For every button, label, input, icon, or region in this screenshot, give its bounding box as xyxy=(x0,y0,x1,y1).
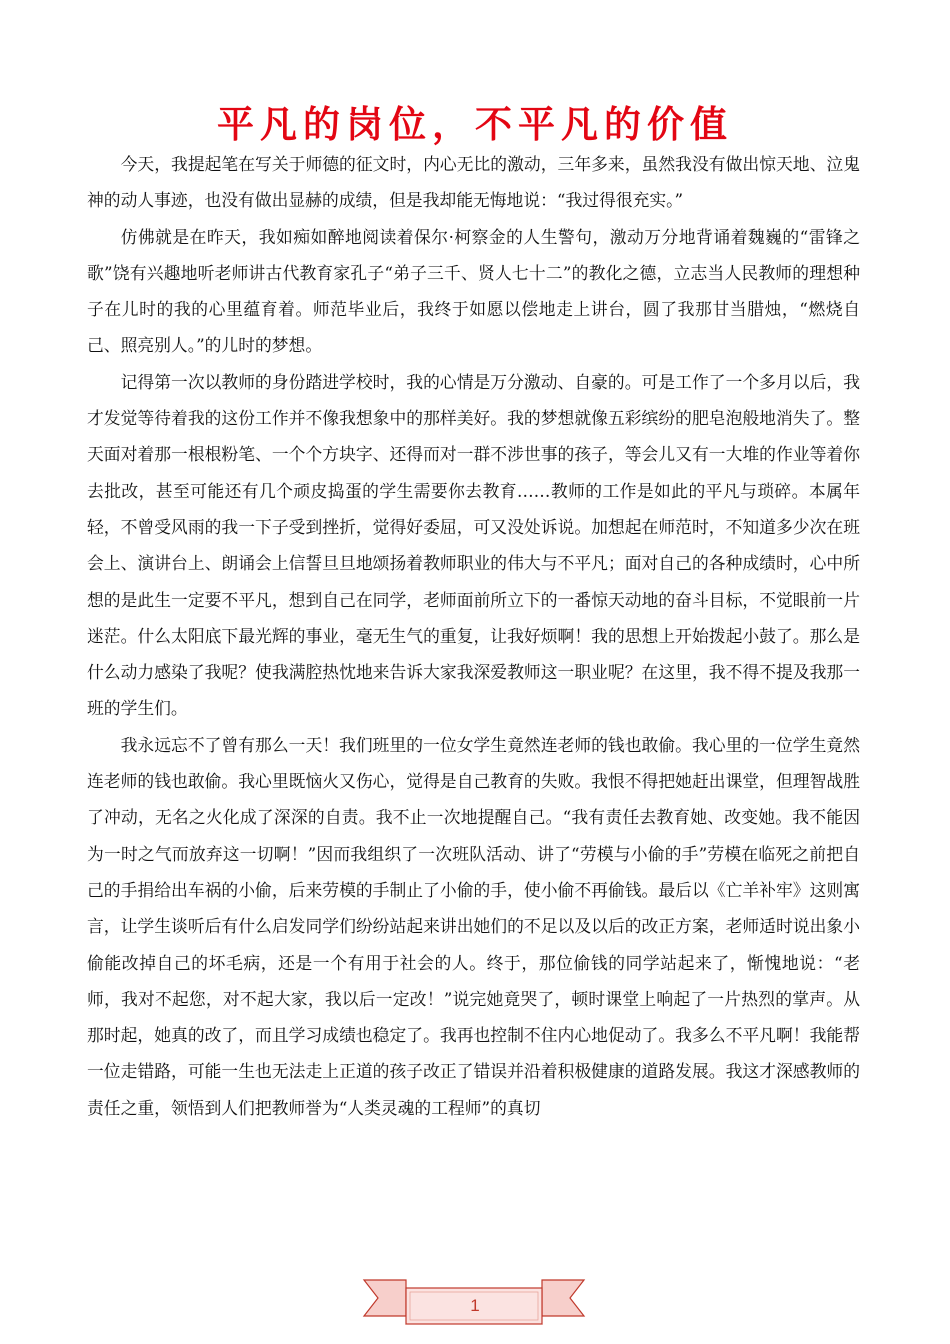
page-number: 1 xyxy=(470,1296,480,1315)
document-body xyxy=(87,146,860,1126)
paragraph-4: 我永远忘不了曾有那么一天！我们班里的一位女学生竟然连老师的钱也敢偷。我心里的一位学生竟然连老师的钱也敢偷。我心里既恼火又伤心，觉得是自己教育的失败。我恨不得把她赶出课堂，但理智战胜了冲动，无名之火化成了深深的自责。我不止一次地提醒自己。“我有责任去教育她、改变她。我不能因为一时之气而放弃这一切啊！”因而我组织了一次班队活动、讲了“劳模与小偷的手”劳模在临死之前把自己的手捐给出车祸的小偷，后来劳模的手制止了小偷的手，使小偷不再偷钱。最后以《亡羊补牢》这则寓言，让学生谈听后有什么启发同学们纷纷站起来讲出她们的不足以及以后的改正方案，老师适时说出象小偷能改掉自己的坏毛病，还是一个有用于社会的人。终于，那位偷钱的同学站起来了，惭愧地说：“老师，我对不起您，对不起大家，我以后一定改！”说完她竟哭了，顿时课堂上响起了一片热烈的掌声。从那时起，她真的改了，而且学习成绩也稳定了。我再也控制不住内心地促动了。我多么不平凡啊！我能帮一位走错路，可能一生也无法走上正道的孩子改正了错误并沿着积极健康的道路发展。我这才深感教师的责任之重，领悟到人们把教师誉为“人类灵魂的工程师”的真切 xyxy=(87,734,860,1118)
paragraph-3: 记得第一次以教师的身份踏进学校时，我的心情是万分激动、自豪的。可是工作了一个多月以后，我才发觉等待着我的这份工作并不像我想象中的那样美好。我的梦想就像五彩缤纷的肥皂泡般地消失了。整天面对着那一根根粉笔、一个个方块字、还得而对一群不涉世事的孩子，等会儿又有一大堆的作业等着你去批改，甚至可能还有几个顽皮捣蛋的学生需要你去教育……教师的工作是如此的平凡与琐碎。本属年轻，不曾受风雨的我一下子受到挫折，觉得好委屈，可又没处诉说。加想起在师范时，不知道多少次在班会上、演讲台上、朗诵会上信誓旦旦地颂扬着教师职业的伟大与不平凡；面对自己的各种成绩时，心中所想的是此生一定要不平凡，想到自己在同学，老师面前所立下的一番惊天动地的奋斗目标，不觉眼前一片迷茫。什么太阳底下最光辉的事业，毫无生气的重复，让我好烦啊！我的思想上开始拨起小鼓了。那么是什么动力感染了我呢？使我满腔热忱地来告诉大家我深爱教师这一职业呢？在这里，我不得不提及我那一班的学生们。 xyxy=(87,371,860,719)
paragraph-1: 今天，我提起笔在写关于师德的征文时，内心无比的激动，三年多来，虽然我没有做出惊天地、泣鬼神的动人事迹，也没有做出显赫的成绩，但是我却能无悔地说：“我过得很充实。” xyxy=(87,154,860,211)
paragraph-2: 仿佛就是在昨天，我如痴如醉地阅读着保尔·柯察金的人生警句，激动万分地背诵着魏巍的“雷锋之歌”饶有兴趣地听老师讲古代教育家孔子“弟子三千、贤人七十二”的教化之德，立志当人民教师的理想种子在儿时的我的心里蕴育着。师范毕业后，我终于如愿以偿地走上讲台，圆了我那甘当腊烛，“燃烧自己、照亮别人。”的儿时的梦想。 xyxy=(87,226,860,356)
page-title: 平凡的岗位，不平凡的价值 xyxy=(217,103,733,146)
